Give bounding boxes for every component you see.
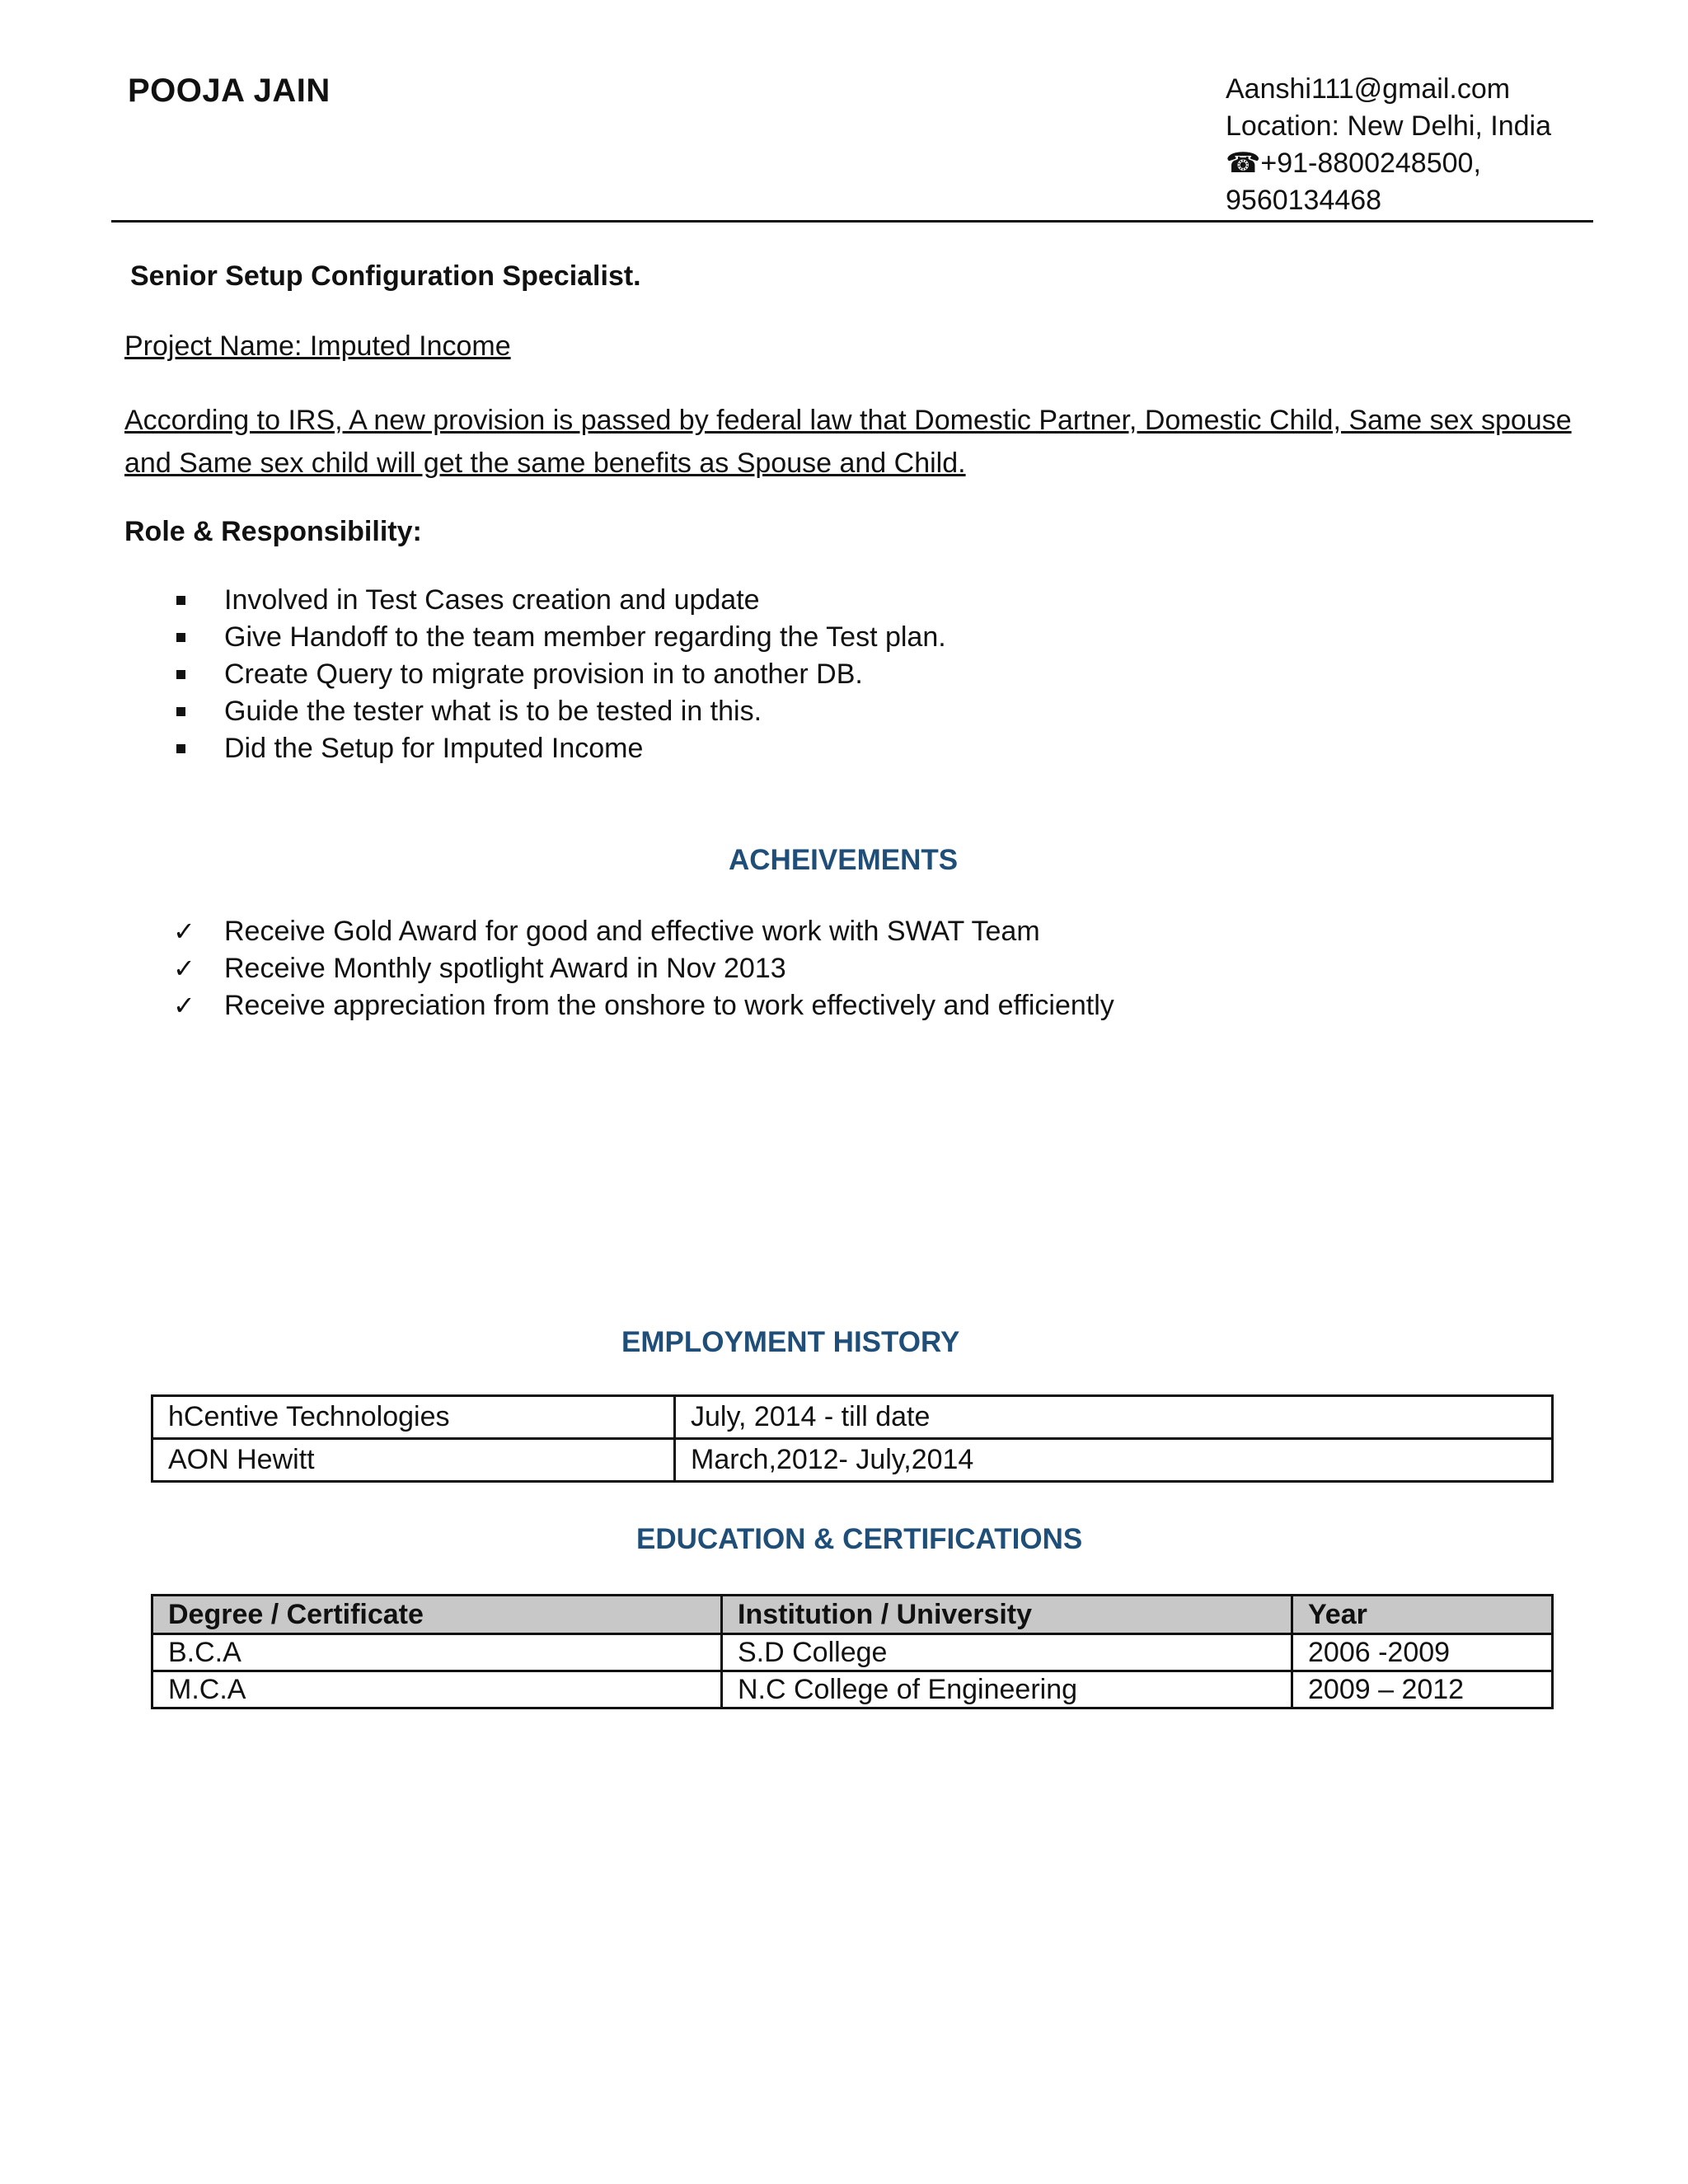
location-text: Location: New Delhi, India — [1226, 110, 1552, 142]
list-item — [173, 619, 946, 656]
list-item — [173, 582, 946, 619]
email-address: Aanshi111@gmail.com — [1226, 73, 1511, 105]
square-bullet-icon — [176, 707, 185, 716]
column-header: Year — [1292, 1596, 1553, 1634]
table-row — [152, 1634, 1553, 1671]
project-name: Project Name: Imputed Income — [124, 330, 511, 362]
employment-table — [151, 1394, 1554, 1483]
employer-cell: hCentive Technologies — [152, 1396, 675, 1439]
list-item-text: Receive Gold Award for good and effective work with SWAT Team — [224, 916, 1040, 947]
education-table — [151, 1594, 1554, 1709]
degree-cell: M.C.A — [152, 1671, 722, 1708]
list-item — [173, 950, 1114, 987]
responsibility-heading: Role & Responsibility: — [124, 516, 422, 547]
telephone-icon: ☎ — [1226, 147, 1261, 180]
list-item-text: Did the Setup for Imputed Income — [224, 733, 644, 764]
table-row — [152, 1439, 1553, 1482]
list-item — [173, 730, 946, 767]
achievements-heading: ACHEIVEMENTS — [729, 844, 959, 876]
job-title: Senior Setup Configuration Specialist. — [130, 260, 641, 292]
education-heading: EDUCATION & CERTIFICATIONS — [636, 1523, 1083, 1555]
phone-number-secondary: 9560134468 — [1226, 185, 1382, 216]
degree-cell: B.C.A — [152, 1634, 722, 1671]
table-row — [152, 1671, 1553, 1708]
list-item — [173, 987, 1114, 1024]
checkmark-icon: ✓ — [173, 916, 195, 947]
list-item — [173, 656, 946, 693]
square-bullet-icon — [176, 596, 185, 605]
period-cell: July, 2014 - till date — [675, 1396, 1553, 1439]
list-item-text: Involved in Test Cases creation and update — [224, 584, 760, 616]
list-item — [173, 693, 946, 730]
institution-cell: S.D College — [722, 1634, 1292, 1671]
phone-number-primary: +91-8800248500, — [1260, 148, 1481, 179]
checkmark-icon: ✓ — [173, 990, 195, 1021]
institution-cell: N.C College of Engineering — [722, 1671, 1292, 1708]
project-description: According to IRS, A new provision is passed by federal law that Domestic Partner, Domestic Child, Same sex spouse and Same sex child will get the same benefits as Spouse and Child. — [124, 405, 1572, 479]
year-cell: 2009 – 2012 — [1292, 1671, 1553, 1708]
header-divider — [111, 220, 1593, 223]
square-bullet-icon — [176, 633, 185, 642]
column-header: Degree / Certificate — [152, 1596, 722, 1634]
list-item — [173, 913, 1114, 950]
responsibility-list — [173, 582, 946, 767]
square-bullet-icon — [176, 744, 185, 753]
checkmark-icon: ✓ — [173, 953, 195, 984]
employment-heading: EMPLOYMENT HISTORY — [621, 1326, 960, 1358]
phone-line — [1226, 145, 1551, 182]
column-header: Institution / University — [722, 1596, 1292, 1634]
employer-cell: AON Hewitt — [152, 1439, 675, 1482]
year-cell: 2006 -2009 — [1292, 1634, 1553, 1671]
list-item-text: Receive Monthly spotlight Award in Nov 2013 — [224, 953, 786, 984]
table-header-row — [152, 1596, 1553, 1634]
contact-block — [1226, 71, 1551, 219]
list-item-text: Create Query to migrate provision in to another DB. — [224, 658, 863, 690]
list-item-text: Guide the tester what is to be tested in this. — [224, 696, 762, 727]
square-bullet-icon — [176, 670, 185, 679]
table-row — [152, 1396, 1553, 1439]
list-item-text: Receive appreciation from the onshore to work effectively and efficiently — [224, 990, 1114, 1021]
period-cell: March,2012- July,2014 — [675, 1439, 1553, 1482]
list-item-text: Give Handoff to the team member regarding the Test plan. — [224, 621, 946, 653]
achievements-list — [173, 913, 1114, 1024]
candidate-name: POOJA JAIN — [128, 73, 331, 109]
